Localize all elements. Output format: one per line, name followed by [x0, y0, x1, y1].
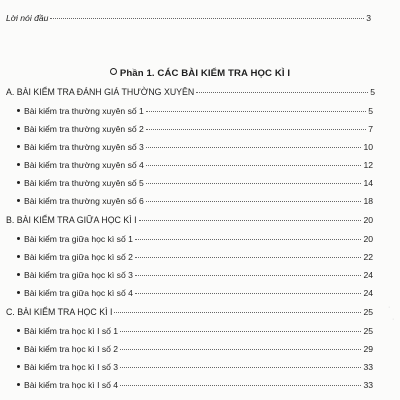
dot-leader — [120, 331, 361, 332]
dot-leader — [135, 293, 362, 294]
toc-page-number: 24 — [363, 288, 373, 298]
toc-entry[interactable] — [17, 344, 373, 355]
bullet-icon — [17, 291, 20, 294]
toc-page-number: 33 — [363, 380, 373, 390]
toc-page-number: 33 — [363, 362, 373, 372]
toc-page-number: 12 — [363, 160, 373, 170]
toc-entry-label: Bài kiểm tra học kì I số 3 — [24, 362, 119, 372]
toc-entry[interactable] — [17, 288, 373, 299]
toc-entry-label: Bài kiểm tra học kì I số 4 — [24, 380, 119, 390]
toc-page-number: 5 — [368, 106, 373, 116]
toc-entry-label: Bài kiểm tra thường xuyên số 4 — [24, 160, 144, 170]
toc-page-number: 7 — [368, 124, 373, 134]
toc-entry[interactable] — [17, 270, 373, 281]
bullet-icon — [17, 347, 20, 350]
dot-leader — [196, 92, 368, 93]
dot-leader — [146, 111, 366, 112]
bullet-icon — [17, 273, 20, 276]
toc-page-number: 25 — [363, 307, 373, 317]
toc-entry-label: Bài kiểm tra giữa học kì số 1 — [24, 234, 133, 244]
toc-entry-label: Bài kiểm tra học kì I số 1 — [24, 326, 119, 336]
toc-entry[interactable] — [17, 234, 373, 245]
toc-entry[interactable] — [17, 106, 373, 117]
dot-leader — [135, 239, 362, 240]
dot-leader — [146, 165, 362, 166]
dot-leader — [146, 129, 366, 130]
toc-entry[interactable] — [17, 326, 373, 337]
toc-section-title: A. BÀI KIỂM TRA ĐÁNH GIÁ THƯỜNG XUYÊN — [6, 87, 195, 97]
toc-section-title: C. BÀI KIỂM TRA HỌC KÌ I — [6, 307, 113, 317]
toc-entry-label: Bài kiểm tra giữa học kì số 2 — [24, 252, 133, 262]
dot-leader — [135, 275, 362, 276]
bullet-icon — [17, 237, 20, 240]
toc-section-b[interactable] — [6, 215, 373, 226]
toc-entry[interactable] — [17, 196, 373, 207]
toc-page-number: 10 — [363, 142, 373, 152]
toc-page-number: 20 — [363, 215, 373, 225]
bullet-icon — [17, 127, 20, 130]
toc-page-number: 20 — [363, 234, 373, 244]
scan-artifact: · — [392, 316, 395, 323]
toc-entry-label: Lời nói đầu — [6, 13, 49, 23]
toc-entry-label: Bài kiểm tra thường xuyên số 2 — [24, 124, 144, 134]
bullet-icon — [17, 109, 20, 112]
toc-entry[interactable] — [17, 142, 373, 153]
toc-entry-label: Bài kiểm tra học kì I số 2 — [24, 344, 119, 354]
toc-page-number: 3 — [366, 13, 371, 23]
bullet-icon — [17, 163, 20, 166]
toc-entry[interactable] — [17, 160, 373, 171]
bullet-icon — [17, 329, 20, 332]
bullet-icon — [17, 181, 20, 184]
toc-page-number: 24 — [363, 270, 373, 280]
bullet-icon — [17, 383, 20, 386]
toc-entry-label: Bài kiểm tra giữa học kì số 4 — [24, 288, 133, 298]
toc-section-c[interactable] — [6, 307, 373, 318]
toc-entry-label: Bài kiểm tra thường xuyên số 6 — [24, 196, 144, 206]
dot-leader — [135, 257, 362, 258]
bullet-icon — [17, 255, 20, 258]
scan-artifact: · — [388, 304, 391, 311]
toc-entry[interactable] — [17, 362, 373, 373]
dot-leader — [146, 183, 362, 184]
bullet-icon — [17, 365, 20, 368]
toc-page-number: 22 — [363, 252, 373, 262]
dot-leader — [146, 147, 362, 148]
toc-entry[interactable] — [17, 178, 373, 189]
toc-entry-preface[interactable] — [6, 13, 371, 24]
part-heading — [0, 68, 400, 79]
toc-page-number: 5 — [370, 87, 375, 97]
toc-page-number: 14 — [363, 178, 373, 188]
toc-entry-label: Bài kiểm tra thường xuyên số 3 — [24, 142, 144, 152]
dot-leader — [146, 201, 362, 202]
toc-entry[interactable] — [17, 380, 373, 391]
bullet-icon — [17, 199, 20, 202]
dot-leader — [139, 220, 362, 221]
toc-page-number: 18 — [363, 196, 373, 206]
toc-page-number: 25 — [363, 326, 373, 336]
bullet-icon — [17, 145, 20, 148]
dot-leader — [50, 18, 364, 19]
toc-entry[interactable] — [17, 252, 373, 263]
toc-section-a[interactable] — [6, 87, 375, 98]
toc-section-title: B. BÀI KIỂM TRA GIỮA HỌC KÌ I — [6, 215, 137, 225]
toc-entry-label: Bài kiểm tra thường xuyên số 1 — [24, 106, 144, 116]
dot-leader — [120, 349, 361, 350]
dot-leader — [120, 367, 361, 368]
dot-leader — [114, 312, 361, 313]
part-title: Phần 1. CÁC BÀI KIỂM TRA HỌC KÌ I — [119, 68, 291, 79]
toc-entry-label: Bài kiểm tra giữa học kì số 3 — [24, 270, 133, 280]
dot-leader — [120, 385, 361, 386]
toc-entry[interactable] — [17, 124, 373, 135]
toc-page-number: 29 — [363, 344, 373, 354]
toc-entry-label: Bài kiểm tra thường xuyên số 5 — [24, 178, 144, 188]
circle-bullet-icon — [110, 68, 117, 75]
